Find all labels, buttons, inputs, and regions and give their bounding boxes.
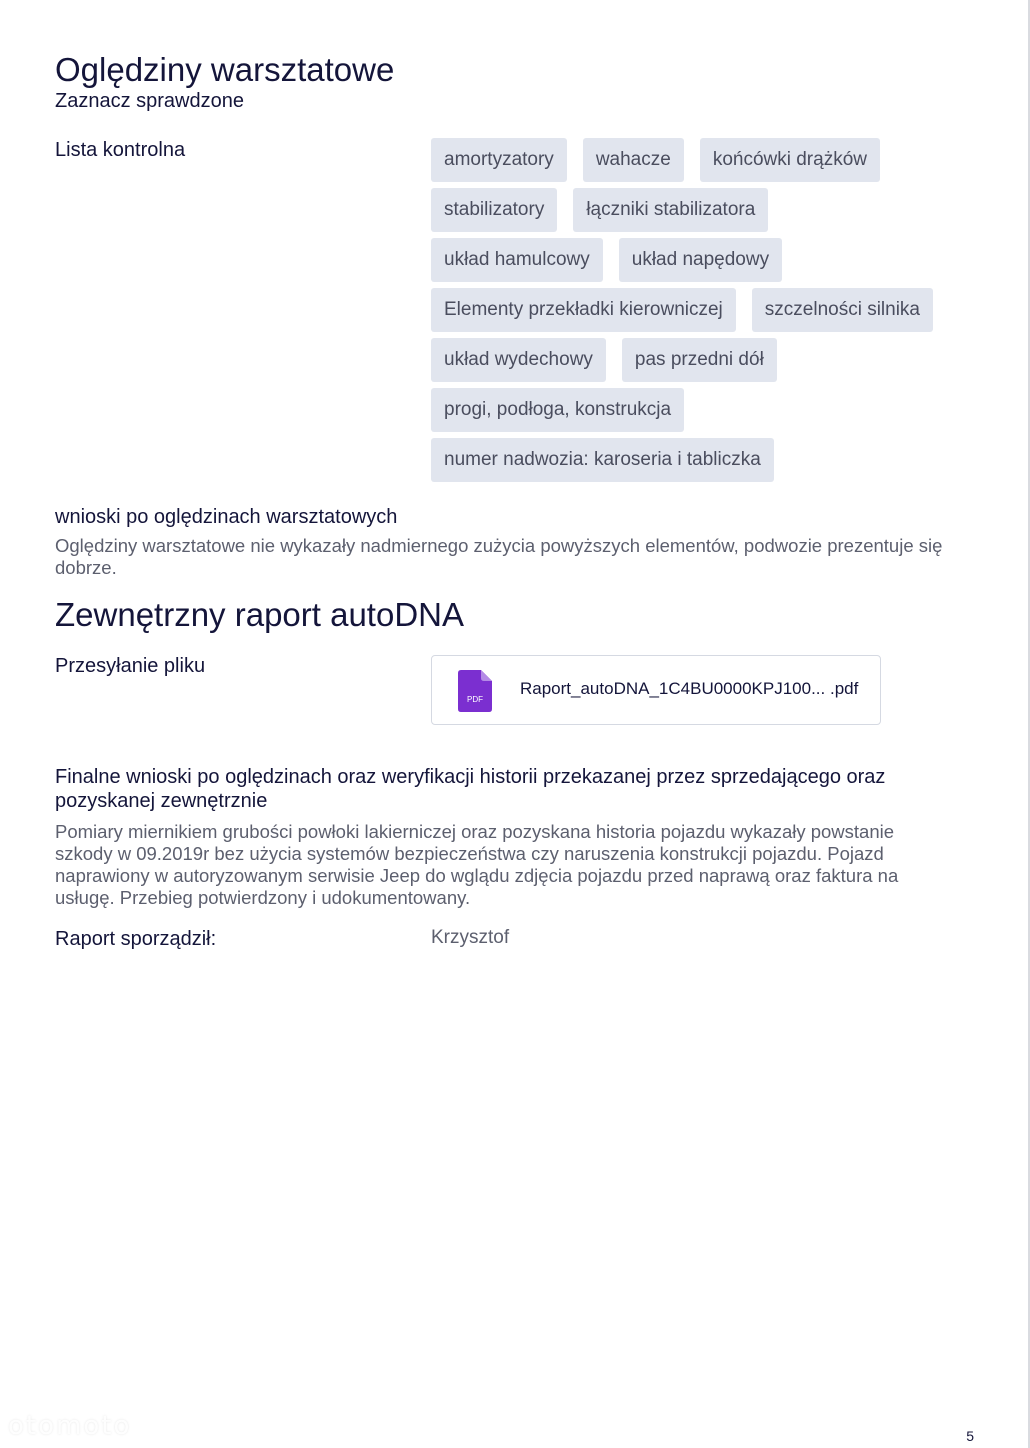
- checklist-chip[interactable]: szczelności silnika: [752, 288, 933, 332]
- workshop-conclusions-heading: wnioski po oględzinach warsztatowych: [55, 506, 398, 528]
- watermark: otomoto: [8, 1411, 132, 1441]
- checklist-row: [431, 138, 951, 182]
- checklist-chip[interactable]: końcówki drążków: [700, 138, 880, 182]
- file-name[interactable]: Raport_autoDNA_1C4BU0000KPJ100... .pdf: [520, 679, 859, 698]
- checklist-chip[interactable]: stabilizatory: [431, 188, 557, 232]
- checklist: [431, 138, 951, 488]
- checklist-chip[interactable]: numer nadwozia: karoseria i tabliczka: [431, 438, 774, 482]
- checklist-chip[interactable]: pas przedni dół: [622, 338, 777, 382]
- uploaded-file-card[interactable]: [431, 655, 881, 725]
- final-conclusions-heading: Finalne wnioski po oględzinach oraz weryfikacji historii przekazanej przez sprzedającego oraz pozyskanej zewnętrznie: [55, 766, 886, 812]
- checklist-row: [431, 388, 951, 432]
- pdf-file-icon: [458, 670, 492, 712]
- checklist-row: [431, 338, 951, 382]
- checklist-chip[interactable]: progi, podłoga, konstrukcja: [431, 388, 684, 432]
- pdf-icon-label: PDF: [467, 695, 483, 704]
- page-title: Oględziny warsztatowe: [55, 51, 395, 88]
- author-label: Raport sporządził:: [55, 928, 217, 950]
- checklist-chip[interactable]: układ napędowy: [619, 238, 782, 282]
- final-conclusions-text: Pomiary miernikiem grubości powłoki lakierniczej oraz pozyskana historia pojazdu wykazały powstanie szkody w 09.2019r bez użycia systemów bezpieczeństwa czy naruszenia konstrukcji pojazdu. Pojazd naprawiony w autoryzowanym serwisie Jeep do wglądu zdjęcia pojazdu przed naprawą oraz faktura na usługę. Przebieg potwierdzony i udokumentowany.: [55, 821, 899, 908]
- checklist-row: [431, 438, 951, 482]
- checklist-chip[interactable]: łączniki stabilizatora: [573, 188, 768, 232]
- checklist-chip[interactable]: układ wydechowy: [431, 338, 606, 382]
- file-upload-label: Przesyłanie pliku: [55, 655, 206, 677]
- checklist-chip[interactable]: Elementy przekładki kierowniczej: [431, 288, 736, 332]
- workshop-conclusions-text: Oględziny warsztatowe nie wykazały nadmiernego zużycia powyższych elementów, podwozie prezentuje się dobrze.: [55, 535, 943, 578]
- page-subtitle: Zaznacz sprawdzone: [55, 90, 244, 112]
- checklist-row: [431, 288, 951, 332]
- author-value: Krzysztof: [431, 927, 510, 948]
- checklist-row: [431, 188, 951, 232]
- checklist-chip[interactable]: układ hamulcowy: [431, 238, 603, 282]
- checklist-chip[interactable]: amortyzatory: [431, 138, 567, 182]
- checklist-label: Lista kontrolna: [55, 139, 186, 161]
- checklist-row: [431, 238, 951, 282]
- external-report-title: Zewnętrzny raport autoDNA: [55, 596, 465, 633]
- checklist-chip[interactable]: wahacze: [583, 138, 684, 182]
- page-number: 5: [966, 1428, 974, 1444]
